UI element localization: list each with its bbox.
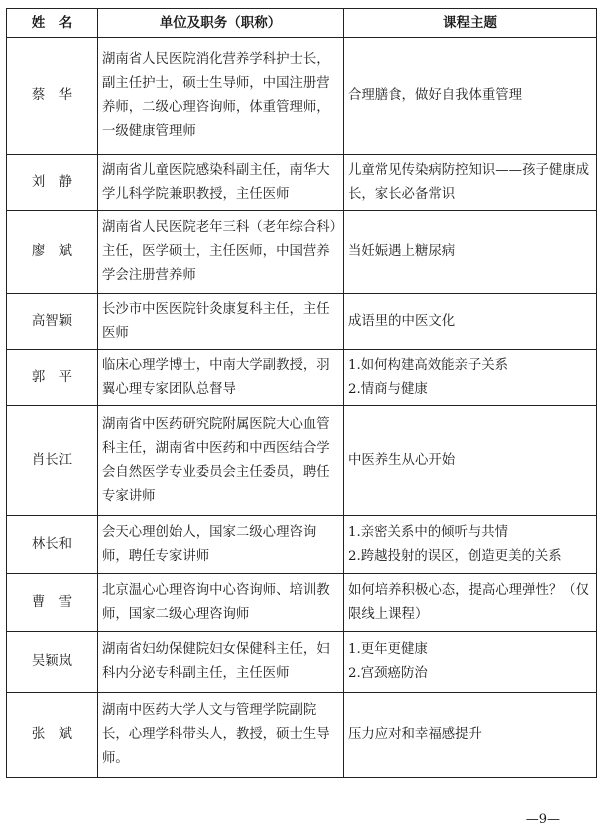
speaker-name: 吴颖岚 xyxy=(7,632,98,693)
table-row xyxy=(7,406,597,516)
speaker-name: 曹 雪 xyxy=(7,574,98,632)
table-header-row xyxy=(7,9,597,38)
speaker-org: 湖南省儿童医院感染科副主任，南华大学儿科学院兼职教授，主任医师 xyxy=(98,155,344,211)
course-topic: 合理膳食，做好自我体重管理 xyxy=(344,38,597,155)
speaker-name: 蔡 华 xyxy=(7,38,98,155)
course-topic: 1.更年更健康 2.宫颈癌防治 xyxy=(344,632,597,693)
course-topic: 儿童常见传染病防控知识——孩子健康成长，家长必备常识 xyxy=(344,155,597,211)
speaker-org: 长沙市中医医院针灸康复科主任，主任医师 xyxy=(98,294,344,350)
page-number: —9— xyxy=(525,812,560,827)
table-row xyxy=(7,693,597,778)
course-topic: 成语里的中医文化 xyxy=(344,294,597,350)
course-topic: 当妊娠遇上糖尿病 xyxy=(344,211,597,294)
speaker-name: 肖长江 xyxy=(7,406,98,516)
table-row xyxy=(7,574,597,632)
speaker-name: 郭 平 xyxy=(7,350,98,406)
speaker-name: 张 斌 xyxy=(7,693,98,778)
speaker-name: 廖 斌 xyxy=(7,211,98,294)
table-row xyxy=(7,516,597,574)
header-name: 姓 名 xyxy=(7,9,98,38)
table-row xyxy=(7,155,597,211)
table-row xyxy=(7,632,597,693)
speaker-org: 会天心理创始人，国家二级心理咨询师，聘任专家讲师 xyxy=(98,516,344,574)
course-topic: 1.如何构建高效能亲子关系 2.情商与健康 xyxy=(344,350,597,406)
speaker-name: 高智颖 xyxy=(7,294,98,350)
speaker-org: 临床心理学博士，中南大学副教授，羽翼心理专家团队总督导 xyxy=(98,350,344,406)
speaker-org: 湖南中医药大学人文与管理学院副院长，心理学科带头人，教授，硕士生导师。 xyxy=(98,693,344,778)
table-row xyxy=(7,38,597,155)
speaker-table xyxy=(6,8,597,778)
course-topic: 如何培养积极心态，提高心理弹性？（仅限线上课程） xyxy=(344,574,597,632)
speaker-org: 湖南省人民医院老年三科（老年综合科）主任，医学硕士，主任医师，中国营养学会注册营养师 xyxy=(98,211,344,294)
header-topic: 课程主题 xyxy=(344,9,597,38)
speaker-org: 北京温心心理咨询中心咨询师、培训教师，国家二级心理咨询师 xyxy=(98,574,344,632)
table-row xyxy=(7,294,597,350)
course-topic: 中医养生从心开始 xyxy=(344,406,597,516)
table-row xyxy=(7,211,597,294)
speaker-org: 湖南省人民医院消化营养学科护士长，副主任护士，硕士生导师，中国注册营养师，二级心理咨询师，体重管理师，一级健康管理师 xyxy=(98,38,344,155)
speaker-name: 林长和 xyxy=(7,516,98,574)
speaker-name: 刘 静 xyxy=(7,155,98,211)
course-topic: 压力应对和幸福感提升 xyxy=(344,693,597,778)
header-org: 单位及职务（职称） xyxy=(98,9,344,38)
course-topic: 1.亲密关系中的倾听与共情 2.跨越投射的误区，创造更美的关系 xyxy=(344,516,597,574)
speaker-org: 湖南省中医药研究院附属医院大心血管科主任，湖南省中医药和中西医结合学会自然医学专业委员会主任委员，聘任专家讲师 xyxy=(98,406,344,516)
table-row xyxy=(7,350,597,406)
speaker-org: 湖南省妇幼保健院妇女保健科主任，妇科内分泌专科副主任，主任医师 xyxy=(98,632,344,693)
